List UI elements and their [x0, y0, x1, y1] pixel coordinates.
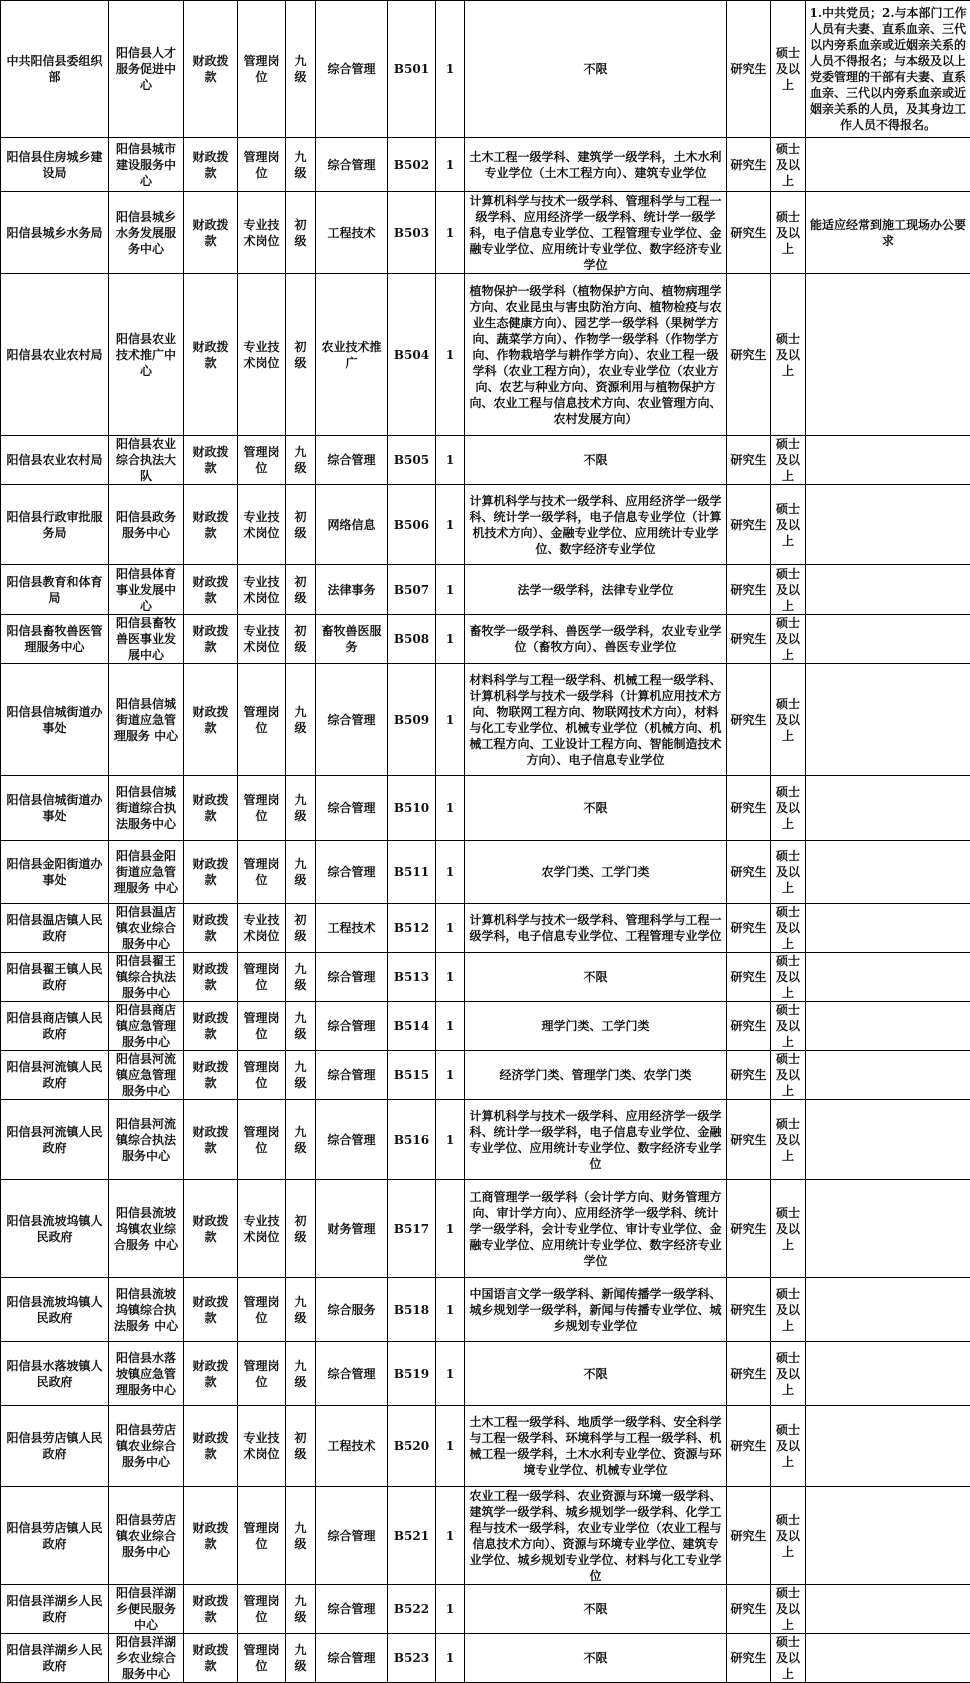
dept-cell: 阳信县农业农村局	[1, 274, 109, 436]
funding-cell: 财政拨款	[184, 485, 238, 565]
unit-cell: 阳信县信城街道综合执法服务中心	[109, 776, 184, 841]
major-cell: 农业工程一级学科、农业资源与环境一级学科、建筑学一级学科、城乡规划学一级学科、化学工程与技术一级学科，农业专业学位（农业工程与信息技术方向）、资源与环境专业学位、建筑专业学位、城乡规划专业学位、材料与化工专业学位	[465, 1487, 727, 1585]
table-row	[1, 1051, 970, 1100]
unit-cell: 阳信县信城街道应急管理服务 中心	[109, 664, 184, 776]
degree-cell: 硕士及以上	[771, 904, 806, 953]
dept-cell: 阳信县信城街道办事处	[1, 776, 109, 841]
major-cell: 工商管理学一级学科（会计学方向、财务管理方向、审计学方向）、应用经济学一级学科、统计学一级学科，会计专业学位、审计专业学位、金融专业学位、应用统计专业学位、数字经济专业学位	[465, 1180, 727, 1278]
dept-cell: 阳信县温店镇人民政府	[1, 904, 109, 953]
funding-cell: 财政拨款	[184, 1278, 238, 1342]
major-cell: 不限	[465, 436, 727, 485]
post-name-cell: 法律事务	[316, 565, 388, 615]
count-cell: 1	[436, 1406, 465, 1487]
dept-cell: 阳信县河流镇人民政府	[1, 1051, 109, 1100]
code-cell: B503	[388, 192, 436, 274]
post-name-cell: 综合管理	[316, 1487, 388, 1585]
post-type-cell: 专业技术岗位	[238, 1406, 286, 1487]
funding-cell: 财政拨款	[184, 1487, 238, 1585]
note-cell: 能适应经常到施工现场办公要求	[806, 192, 970, 274]
post-type-cell: 管理岗位	[238, 436, 286, 485]
code-cell: B511	[388, 841, 436, 904]
dept-cell: 阳信县城乡水务局	[1, 192, 109, 274]
dept-cell: 阳信县信城街道办事处	[1, 664, 109, 776]
degree-cell: 硕士及以上	[771, 664, 806, 776]
note-cell	[806, 1051, 970, 1100]
post-type-cell: 专业技术岗位	[238, 485, 286, 565]
post-type-cell: 管理岗位	[238, 1002, 286, 1051]
degree-cell: 硕士及以上	[771, 1100, 806, 1180]
post-name-cell: 综合管理	[316, 1634, 388, 1683]
unit-cell: 阳信县劳店镇农业综合服务中心	[109, 1487, 184, 1585]
education-cell: 研究生	[727, 1634, 771, 1683]
post-name-cell: 网络信息	[316, 485, 388, 565]
unit-cell: 阳信县商店镇应急管理服务中心	[109, 1002, 184, 1051]
degree-cell: 硕士及以上	[771, 138, 806, 192]
funding-cell: 财政拨款	[184, 138, 238, 192]
code-cell: B501	[388, 1, 436, 138]
unit-cell: 阳信县洋湖乡便民服务中心	[109, 1585, 184, 1634]
degree-cell: 硕士及以上	[771, 1487, 806, 1585]
dept-cell: 阳信县教育和体育局	[1, 565, 109, 615]
education-cell: 研究生	[727, 1406, 771, 1487]
funding-cell: 财政拨款	[184, 615, 238, 664]
dept-cell: 阳信县洋湖乡人民政府	[1, 1585, 109, 1634]
code-cell: B519	[388, 1342, 436, 1406]
count-cell: 1	[436, 1634, 465, 1683]
note-cell	[806, 904, 970, 953]
note-cell	[806, 138, 970, 192]
count-cell: 1	[436, 192, 465, 274]
level-cell: 初级	[286, 274, 316, 436]
funding-cell: 财政拨款	[184, 1002, 238, 1051]
dept-cell: 阳信县劳店镇人民政府	[1, 1487, 109, 1585]
post-type-cell: 管理岗位	[238, 776, 286, 841]
funding-cell: 财政拨款	[184, 776, 238, 841]
unit-cell: 阳信县流坡坞镇综合执法服务 中心	[109, 1278, 184, 1342]
count-cell: 1	[436, 1342, 465, 1406]
table-row	[1, 1278, 970, 1342]
major-cell: 法学一级学科，法律专业学位	[465, 565, 727, 615]
unit-cell: 阳信县城市建设服务中心	[109, 138, 184, 192]
count-cell: 1	[436, 1585, 465, 1634]
table-row	[1, 776, 970, 841]
level-cell: 九级	[286, 1100, 316, 1180]
unit-cell: 阳信县农业综合执法大队	[109, 436, 184, 485]
funding-cell: 财政拨款	[184, 1100, 238, 1180]
unit-cell: 阳信县温店镇农业综合服务中心	[109, 904, 184, 953]
degree-cell: 硕士及以上	[771, 1, 806, 138]
post-name-cell: 财务管理	[316, 1180, 388, 1278]
degree-cell: 硕士及以上	[771, 436, 806, 485]
level-cell: 九级	[286, 1487, 316, 1585]
note-cell	[806, 1002, 970, 1051]
note-cell	[806, 1634, 970, 1683]
major-cell: 土木工程一级学科、建筑学一级学科，土木水利专业学位（土木工程方向）、建筑专业学位	[465, 138, 727, 192]
code-cell: B506	[388, 485, 436, 565]
funding-cell: 财政拨款	[184, 1406, 238, 1487]
major-cell: 畜牧学一级学科、兽医学一级学科，农业专业学位（畜牧方向）、兽医专业学位	[465, 615, 727, 664]
level-cell: 九级	[286, 953, 316, 1002]
education-cell: 研究生	[727, 1100, 771, 1180]
note-cell	[806, 565, 970, 615]
level-cell: 初级	[286, 1180, 316, 1278]
funding-cell: 财政拨款	[184, 904, 238, 953]
code-cell: B510	[388, 776, 436, 841]
note-cell	[806, 1585, 970, 1634]
post-type-cell: 专业技术岗位	[238, 904, 286, 953]
post-name-cell: 综合管理	[316, 841, 388, 904]
count-cell: 1	[436, 1002, 465, 1051]
education-cell: 研究生	[727, 841, 771, 904]
major-cell: 经济学门类、管理学门类、农学门类	[465, 1051, 727, 1100]
post-type-cell: 专业技术岗位	[238, 274, 286, 436]
level-cell: 初级	[286, 192, 316, 274]
major-cell: 中国语言文学一级学科、新闻传播学一级学科、城乡规划学一级学科，新闻与传播专业学位、城乡规划专业学位	[465, 1278, 727, 1342]
major-cell: 计算机科学与技术一级学科、管理科学与工程一级学科，电子信息专业学位、工程管理专业学位	[465, 904, 727, 953]
count-cell: 1	[436, 1, 465, 138]
unit-cell: 阳信县翟王镇综合执法服务中心	[109, 953, 184, 1002]
table-row	[1, 664, 970, 776]
note-cell	[806, 274, 970, 436]
degree-cell: 硕士及以上	[771, 274, 806, 436]
table-row	[1, 138, 970, 192]
table-row	[1, 1002, 970, 1051]
table-row	[1, 615, 970, 664]
post-name-cell: 综合管理	[316, 1051, 388, 1100]
dept-cell: 阳信县农业农村局	[1, 436, 109, 485]
note-cell	[806, 1100, 970, 1180]
education-cell: 研究生	[727, 485, 771, 565]
note-cell	[806, 776, 970, 841]
post-type-cell: 管理岗位	[238, 1278, 286, 1342]
post-name-cell: 畜牧兽医服务	[316, 615, 388, 664]
education-cell: 研究生	[727, 776, 771, 841]
table-row	[1, 274, 970, 436]
level-cell: 九级	[286, 1634, 316, 1683]
level-cell: 九级	[286, 138, 316, 192]
level-cell: 初级	[286, 485, 316, 565]
level-cell: 九级	[286, 841, 316, 904]
post-name-cell: 综合管理	[316, 1585, 388, 1634]
code-cell: B513	[388, 953, 436, 1002]
level-cell: 九级	[286, 1342, 316, 1406]
post-type-cell: 管理岗位	[238, 664, 286, 776]
degree-cell: 硕士及以上	[771, 1634, 806, 1683]
post-type-cell: 管理岗位	[238, 1, 286, 138]
level-cell: 九级	[286, 1585, 316, 1634]
note-cell	[806, 1278, 970, 1342]
code-cell: B523	[388, 1634, 436, 1683]
dept-cell: 阳信县商店镇人民政府	[1, 1002, 109, 1051]
count-cell: 1	[436, 904, 465, 953]
post-name-cell: 综合管理	[316, 1002, 388, 1051]
level-cell: 初级	[286, 904, 316, 953]
post-type-cell: 管理岗位	[238, 841, 286, 904]
table-row	[1, 1406, 970, 1487]
post-name-cell: 综合服务	[316, 1278, 388, 1342]
funding-cell: 财政拨款	[184, 192, 238, 274]
table-row	[1, 1100, 970, 1180]
degree-cell: 硕士及以上	[771, 1180, 806, 1278]
count-cell: 1	[436, 1487, 465, 1585]
degree-cell: 硕士及以上	[771, 1342, 806, 1406]
note-cell	[806, 1487, 970, 1585]
education-cell: 研究生	[727, 436, 771, 485]
level-cell: 九级	[286, 1002, 316, 1051]
table-row	[1, 1585, 970, 1634]
post-name-cell: 农业技术推广	[316, 274, 388, 436]
degree-cell: 硕士及以上	[771, 953, 806, 1002]
major-cell: 不限	[465, 1, 727, 138]
dept-cell: 阳信县水落坡镇人民政府	[1, 1342, 109, 1406]
table-row	[1, 1180, 970, 1278]
post-name-cell: 综合管理	[316, 953, 388, 1002]
count-cell: 1	[436, 776, 465, 841]
note-cell	[806, 615, 970, 664]
major-cell: 理学门类、工学门类	[465, 1002, 727, 1051]
funding-cell: 财政拨款	[184, 1051, 238, 1100]
table-row	[1, 841, 970, 904]
education-cell: 研究生	[727, 192, 771, 274]
major-cell: 计算机科学与技术一级学科、应用经济学一级学科、统计学一级学科，电子信息专业学位、金融专业学位、应用统计专业学位、数字经济专业学位	[465, 1100, 727, 1180]
funding-cell: 财政拨款	[184, 1634, 238, 1683]
post-type-cell: 专业技术岗位	[238, 1180, 286, 1278]
level-cell: 初级	[286, 565, 316, 615]
count-cell: 1	[436, 485, 465, 565]
funding-cell: 财政拨款	[184, 436, 238, 485]
post-type-cell: 管理岗位	[238, 953, 286, 1002]
unit-cell: 阳信县河流镇综合执法服务中心	[109, 1100, 184, 1180]
degree-cell: 硕士及以上	[771, 1002, 806, 1051]
post-type-cell: 管理岗位	[238, 1100, 286, 1180]
code-cell: B512	[388, 904, 436, 953]
major-cell: 植物保护一级学科（植物保护方向、植物病理学方向、农业昆虫与害虫防治方向、植物检疫与农业生态健康方向）、园艺学一级学科（果树学方向、蔬菜学方向）、作物学一级学科（作物学方向、作物栽培学与耕作学方向）、农业工程一级学科（农业工程方向），农业专业学位（农业方向、农艺与种业方向、资源利用与植物保护方向、农业工程与信息技术方向、农业管理方向、农村发展方向）	[465, 274, 727, 436]
degree-cell: 硕士及以上	[771, 1051, 806, 1100]
count-cell: 1	[436, 565, 465, 615]
major-cell: 不限	[465, 953, 727, 1002]
unit-cell: 阳信县河流镇应急管理服务中心	[109, 1051, 184, 1100]
level-cell: 九级	[286, 664, 316, 776]
major-cell: 农学门类、工学门类	[465, 841, 727, 904]
funding-cell: 财政拨款	[184, 1180, 238, 1278]
major-cell: 计算机科学与技术一级学科、应用经济学一级学科、统计学一级学科，电子信息专业学位（计算机技术方向）、金融专业学位、应用统计专业学位、数字经济专业学位	[465, 485, 727, 565]
degree-cell: 硕士及以上	[771, 192, 806, 274]
post-type-cell: 管理岗位	[238, 1585, 286, 1634]
code-cell: B502	[388, 138, 436, 192]
unit-cell: 阳信县劳店镇农业综合服务中心	[109, 1406, 184, 1487]
degree-cell: 硕士及以上	[771, 1406, 806, 1487]
unit-cell: 阳信县农业技术推广中心	[109, 274, 184, 436]
table-row	[1, 485, 970, 565]
note-cell	[806, 841, 970, 904]
unit-cell: 阳信县水落坡镇应急管理服务中心	[109, 1342, 184, 1406]
education-cell: 研究生	[727, 1487, 771, 1585]
table-row	[1, 953, 970, 1002]
dept-cell: 阳信县河流镇人民政府	[1, 1100, 109, 1180]
post-type-cell: 管理岗位	[238, 1487, 286, 1585]
post-type-cell: 专业技术岗位	[238, 565, 286, 615]
note-cell	[806, 1406, 970, 1487]
funding-cell: 财政拨款	[184, 664, 238, 776]
major-cell: 不限	[465, 1634, 727, 1683]
post-type-cell: 专业技术岗位	[238, 615, 286, 664]
table-row	[1, 1487, 970, 1585]
degree-cell: 硕士及以上	[771, 565, 806, 615]
note-cell	[806, 1180, 970, 1278]
post-name-cell: 综合管理	[316, 436, 388, 485]
dept-cell: 阳信县翟王镇人民政府	[1, 953, 109, 1002]
code-cell: B504	[388, 274, 436, 436]
degree-cell: 硕士及以上	[771, 841, 806, 904]
count-cell: 1	[436, 953, 465, 1002]
level-cell: 初级	[286, 1406, 316, 1487]
funding-cell: 财政拨款	[184, 1342, 238, 1406]
code-cell: B521	[388, 1487, 436, 1585]
table-row	[1, 1342, 970, 1406]
dept-cell: 阳信县流坡坞镇人民政府	[1, 1180, 109, 1278]
code-cell: B509	[388, 664, 436, 776]
education-cell: 研究生	[727, 1002, 771, 1051]
education-cell: 研究生	[727, 953, 771, 1002]
unit-cell: 阳信县政务服务中心	[109, 485, 184, 565]
unit-cell: 阳信县洋湖乡农业综合服务中心	[109, 1634, 184, 1683]
table-row	[1, 1, 970, 138]
note-cell	[806, 953, 970, 1002]
education-cell: 研究生	[727, 1585, 771, 1634]
count-cell: 1	[436, 1100, 465, 1180]
education-cell: 研究生	[727, 904, 771, 953]
note-cell	[806, 1342, 970, 1406]
education-cell: 研究生	[727, 1342, 771, 1406]
dept-cell: 阳信县金阳街道办事处	[1, 841, 109, 904]
level-cell: 初级	[286, 615, 316, 664]
education-cell: 研究生	[727, 664, 771, 776]
unit-cell: 阳信县金阳街道应急管理服务 中心	[109, 841, 184, 904]
count-cell: 1	[436, 664, 465, 776]
education-cell: 研究生	[727, 615, 771, 664]
education-cell: 研究生	[727, 1278, 771, 1342]
post-name-cell: 综合管理	[316, 776, 388, 841]
post-name-cell: 工程技术	[316, 904, 388, 953]
degree-cell: 硕士及以上	[771, 485, 806, 565]
code-cell: B516	[388, 1100, 436, 1180]
note-cell	[806, 436, 970, 485]
dept-cell: 阳信县流坡坞镇人民政府	[1, 1278, 109, 1342]
code-cell: B522	[388, 1585, 436, 1634]
dept-cell: 阳信县劳店镇人民政府	[1, 1406, 109, 1487]
education-cell: 研究生	[727, 1051, 771, 1100]
post-name-cell: 综合管理	[316, 138, 388, 192]
count-cell: 1	[436, 841, 465, 904]
degree-cell: 硕士及以上	[771, 1278, 806, 1342]
level-cell: 九级	[286, 776, 316, 841]
degree-cell: 硕士及以上	[771, 615, 806, 664]
code-cell: B514	[388, 1002, 436, 1051]
note-cell	[806, 485, 970, 565]
major-cell: 不限	[465, 776, 727, 841]
unit-cell: 阳信县体育事业发展中心	[109, 565, 184, 615]
level-cell: 九级	[286, 1278, 316, 1342]
post-type-cell: 管理岗位	[238, 1051, 286, 1100]
count-cell: 1	[436, 615, 465, 664]
code-cell: B515	[388, 1051, 436, 1100]
table-row	[1, 192, 970, 274]
education-cell: 研究生	[727, 274, 771, 436]
post-name-cell: 综合管理	[316, 664, 388, 776]
major-cell: 计算机科学与技术一级学科、管理科学与工程一级学科、应用经济学一级学科、统计学一级学科，电子信息专业学位、工程管理专业学位、金融专业学位、应用统计专业学位、数字经济专业学位	[465, 192, 727, 274]
table-row	[1, 904, 970, 953]
code-cell: B505	[388, 436, 436, 485]
funding-cell: 财政拨款	[184, 953, 238, 1002]
education-cell: 研究生	[727, 1180, 771, 1278]
degree-cell: 硕士及以上	[771, 776, 806, 841]
level-cell: 九级	[286, 1, 316, 138]
funding-cell: 财政拨款	[184, 841, 238, 904]
post-name-cell: 综合管理	[316, 1100, 388, 1180]
funding-cell: 财政拨款	[184, 1585, 238, 1634]
major-cell: 不限	[465, 1342, 727, 1406]
code-cell: B508	[388, 615, 436, 664]
count-cell: 1	[436, 1051, 465, 1100]
note-cell	[806, 664, 970, 776]
level-cell: 九级	[286, 436, 316, 485]
post-name-cell: 综合管理	[316, 1342, 388, 1406]
major-cell: 不限	[465, 1585, 727, 1634]
table-row	[1, 565, 970, 615]
degree-cell: 硕士及以上	[771, 1585, 806, 1634]
funding-cell: 财政拨款	[184, 1, 238, 138]
education-cell: 研究生	[727, 138, 771, 192]
note-cell: 1.中共党员；2.与本部门工作人员有夫妻、直系血亲、三代以内旁系血亲或近姻亲关系的人员不得报名；与本级及以上党委管理的干部有夫妻、直系血亲、三代以内旁系血亲或近姻亲关系的人员，及其身边工作人员不得报名。	[806, 1, 970, 138]
post-type-cell: 管理岗位	[238, 1342, 286, 1406]
count-cell: 1	[436, 138, 465, 192]
count-cell: 1	[436, 1278, 465, 1342]
dept-cell: 中共阳信县委组织部	[1, 1, 109, 138]
unit-cell: 阳信县城乡水务发展服务中心	[109, 192, 184, 274]
dept-cell: 阳信县畜牧兽医管理服务中心	[1, 615, 109, 664]
funding-cell: 财政拨款	[184, 565, 238, 615]
count-cell: 1	[436, 436, 465, 485]
table-row	[1, 1634, 970, 1683]
level-cell: 九级	[286, 1051, 316, 1100]
post-type-cell: 专业技术岗位	[238, 192, 286, 274]
code-cell: B507	[388, 565, 436, 615]
major-cell: 土木工程一级学科、地质学一级学科、安全科学与工程一级学科、环境科学与工程一级学科、机械工程一级学科，土木水利专业学位、资源与环境专业学位、机械专业学位	[465, 1406, 727, 1487]
funding-cell: 财政拨款	[184, 274, 238, 436]
code-cell: B517	[388, 1180, 436, 1278]
unit-cell: 阳信县人才服务促进中心	[109, 1, 184, 138]
code-cell: B518	[388, 1278, 436, 1342]
education-cell: 研究生	[727, 565, 771, 615]
unit-cell: 阳信县畜牧兽医事业发展中心	[109, 615, 184, 664]
post-name-cell: 综合管理	[316, 1, 388, 138]
post-name-cell: 工程技术	[316, 192, 388, 274]
major-cell: 材料科学与工程一级学科、机械工程一级学科、计算机科学与技术一级学科（计算机应用技术方向、物联网工程方向、物联网技术方向），材料与化工专业学位、机械专业学位（机械方向、机械工程方向、工业设计工程方向、智能制造技术方向）、电子信息专业学位	[465, 664, 727, 776]
code-cell: B520	[388, 1406, 436, 1487]
unit-cell: 阳信县流坡坞镇农业综合服务 中心	[109, 1180, 184, 1278]
education-cell: 研究生	[727, 1, 771, 138]
post-type-cell: 管理岗位	[238, 138, 286, 192]
count-cell: 1	[436, 274, 465, 436]
table-row	[1, 436, 970, 485]
post-name-cell: 工程技术	[316, 1406, 388, 1487]
dept-cell: 阳信县行政审批服务局	[1, 485, 109, 565]
dept-cell: 阳信县住房城乡建设局	[1, 138, 109, 192]
dept-cell: 阳信县洋湖乡人民政府	[1, 1634, 109, 1683]
count-cell: 1	[436, 1180, 465, 1278]
post-type-cell: 管理岗位	[238, 1634, 286, 1683]
